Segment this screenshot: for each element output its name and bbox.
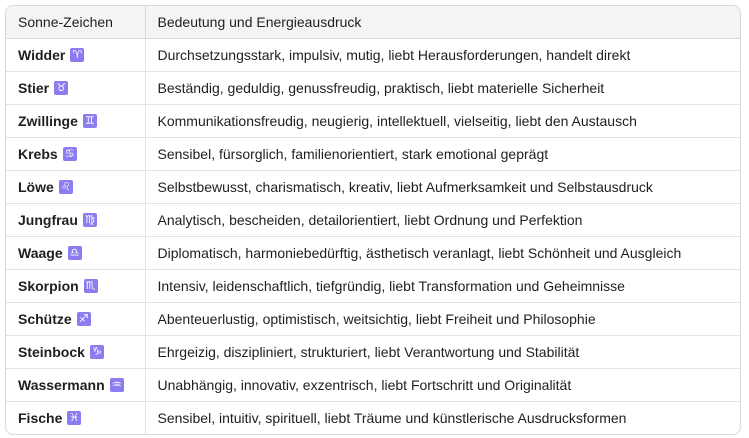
table-row	[6, 336, 740, 369]
meaning-cell: Unabhängig, innovativ, exzentrisch, liebt Fortschritt und Originalität	[145, 369, 740, 402]
aquarius-icon: ♒	[110, 378, 124, 392]
table-row	[6, 39, 740, 72]
meaning-cell: Sensibel, intuitiv, spirituell, liebt Träume und künstlerische Ausdrucksformen	[145, 402, 740, 435]
sign-name: Krebs	[18, 146, 58, 162]
sign-label-group	[18, 377, 124, 393]
table-row	[6, 303, 740, 336]
sign-label-group	[18, 47, 84, 63]
zodiac-table	[6, 6, 740, 434]
sign-cell	[6, 402, 145, 435]
table-row	[6, 138, 740, 171]
sign-cell	[6, 336, 145, 369]
table-row	[6, 237, 740, 270]
column-header-sign: Sonne-Zeichen	[6, 6, 145, 39]
sign-label-group	[18, 80, 68, 96]
pisces-icon: ♓	[67, 411, 81, 425]
meaning-cell: Intensiv, leidenschaftlich, tiefgründig, liebt Transformation und Geheimnisse	[145, 270, 740, 303]
aries-icon: ♈	[70, 48, 84, 62]
sign-name: Löwe	[18, 179, 54, 195]
meaning-cell: Ehrgeizig, diszipliniert, strukturiert, liebt Verantwortung und Stabilität	[145, 336, 740, 369]
sign-cell	[6, 105, 145, 138]
meaning-cell: Durchsetzungsstark, impulsiv, mutig, liebt Herausforderungen, handelt direkt	[145, 39, 740, 72]
virgo-icon: ♍	[83, 213, 97, 227]
table-row	[6, 171, 740, 204]
taurus-icon: ♉	[54, 81, 68, 95]
meaning-cell: Abenteuerlustig, optimistisch, weitsichtig, liebt Freiheit und Philosophie	[145, 303, 740, 336]
meaning-cell: Selbstbewusst, charismatisch, kreativ, liebt Aufmerksamkeit und Selbstausdruck	[145, 171, 740, 204]
meaning-cell: Diplomatisch, harmoniebedürftig, ästhetisch veranlagt, liebt Schönheit und Ausgleich	[145, 237, 740, 270]
sign-label-group	[18, 146, 77, 162]
sign-cell	[6, 237, 145, 270]
sign-name: Skorpion	[18, 278, 79, 294]
libra-icon: ♎	[68, 246, 82, 260]
cancer-icon: ♋	[63, 147, 77, 161]
capricorn-icon: ♑	[90, 345, 104, 359]
sign-name: Schütze	[18, 311, 72, 327]
sign-name: Jungfrau	[18, 212, 78, 228]
sign-name: Waage	[18, 245, 63, 261]
sign-cell	[6, 39, 145, 72]
sign-cell	[6, 138, 145, 171]
sign-label-group	[18, 179, 73, 195]
table-row	[6, 72, 740, 105]
sign-cell	[6, 303, 145, 336]
sign-name: Wassermann	[18, 377, 105, 393]
table-header-row	[6, 6, 740, 39]
leo-icon: ♌	[59, 180, 73, 194]
sign-label-group	[18, 113, 97, 129]
table-row	[6, 402, 740, 435]
table-row	[6, 105, 740, 138]
sign-label-group	[18, 311, 91, 327]
sign-name: Steinbock	[18, 344, 85, 360]
sign-name: Zwillinge	[18, 113, 78, 129]
sign-cell	[6, 270, 145, 303]
meaning-cell: Analytisch, bescheiden, detailorientiert, liebt Ordnung und Perfektion	[145, 204, 740, 237]
gemini-icon: ♊	[83, 114, 97, 128]
sign-label-group	[18, 410, 81, 426]
sign-cell	[6, 369, 145, 402]
table-row	[6, 204, 740, 237]
table-row	[6, 270, 740, 303]
sagittarius-icon: ♐	[77, 312, 91, 326]
column-header-meaning: Bedeutung und Energieausdruck	[145, 6, 740, 39]
sign-label-group	[18, 344, 104, 360]
sign-name: Stier	[18, 80, 50, 96]
sign-name: Widder	[18, 47, 66, 63]
meaning-cell: Beständig, geduldig, genussfreudig, praktisch, liebt materielle Sicherheit	[145, 72, 740, 105]
sign-label-group	[18, 278, 98, 294]
sign-name: Fische	[18, 410, 63, 426]
meaning-cell: Sensibel, fürsorglich, familienorientiert, stark emotional geprägt	[145, 138, 740, 171]
sign-cell	[6, 204, 145, 237]
table-row	[6, 369, 740, 402]
sign-cell	[6, 171, 145, 204]
zodiac-table-container	[5, 5, 741, 435]
scorpio-icon: ♏	[84, 279, 98, 293]
sign-label-group	[18, 212, 97, 228]
sign-cell	[6, 72, 145, 105]
sign-label-group	[18, 245, 82, 261]
meaning-cell: Kommunikationsfreudig, neugierig, intellektuell, vielseitig, liebt den Austausch	[145, 105, 740, 138]
